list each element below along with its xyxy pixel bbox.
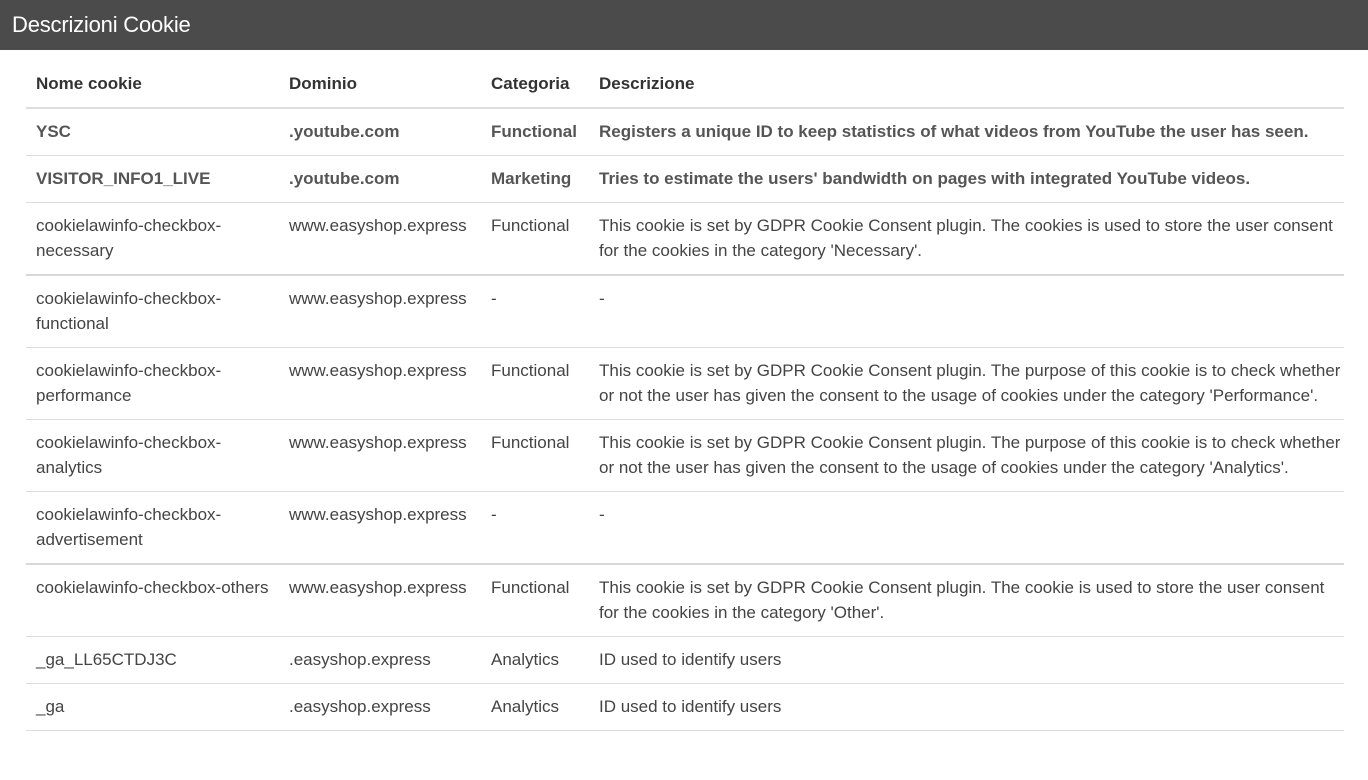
cookie-category-cell: -	[482, 492, 590, 565]
cookie-name-cell: cookielawinfo-checkbox-others	[26, 564, 279, 637]
table-row	[26, 684, 1344, 731]
cookie-name-cell: YSC	[26, 108, 279, 156]
table-row	[26, 637, 1344, 684]
table-row	[26, 564, 1344, 637]
cookie-domain-cell: www.easyshop.express	[279, 275, 482, 348]
cookie-category-cell: Functional	[482, 108, 590, 156]
cookie-table-container	[26, 60, 1344, 731]
cookie-domain-cell: www.easyshop.express	[279, 420, 482, 492]
cookie-name-cell: VISITOR_INFO1_LIVE	[26, 156, 279, 203]
cookie-name-cell: _ga	[26, 684, 279, 731]
cookie-domain-cell: www.easyshop.express	[279, 203, 482, 276]
cookie-category-cell: Functional	[482, 203, 590, 276]
cookie-description-cell: This cookie is set by GDPR Cookie Consent plugin. The purpose of this cookie is to check whether or not the user has given the consent to the usage of cookies under the category 'Performance'.	[590, 348, 1344, 420]
column-header-name: Nome cookie	[26, 60, 279, 108]
cookie-domain-cell: www.easyshop.express	[279, 348, 482, 420]
cookie-description-cell: This cookie is set by GDPR Cookie Consent plugin. The cookies is used to store the user consent for the cookies in the category 'Necessary'.	[590, 203, 1344, 276]
table-row	[26, 275, 1344, 348]
table-row	[26, 156, 1344, 203]
cookie-description-cell: ID used to identify users	[590, 684, 1344, 731]
cookie-name-cell: cookielawinfo-checkbox-analytics	[26, 420, 279, 492]
cookie-name-cell: cookielawinfo-checkbox-functional	[26, 275, 279, 348]
cookie-domain-cell: .youtube.com	[279, 156, 482, 203]
cookie-category-cell: Functional	[482, 564, 590, 637]
cookie-name-cell: _ga_LL65CTDJ3C	[26, 637, 279, 684]
cookie-description-cell: -	[590, 275, 1344, 348]
cookie-category-cell: Analytics	[482, 637, 590, 684]
cookie-description-cell: This cookie is set by GDPR Cookie Consent plugin. The cookie is used to store the user consent for the cookies in the category 'Other'.	[590, 564, 1344, 637]
cookie-description-cell: Registers a unique ID to keep statistics of what videos from YouTube the user has seen.	[590, 108, 1344, 156]
cookie-category-cell: -	[482, 275, 590, 348]
modal-title: Descrizioni Cookie	[12, 12, 191, 37]
cookie-description-cell: ID used to identify users	[590, 637, 1344, 684]
table-row	[26, 348, 1344, 420]
cookie-domain-cell: .youtube.com	[279, 108, 482, 156]
cookie-domain-cell: .easyshop.express	[279, 637, 482, 684]
cookie-description-cell: -	[590, 492, 1344, 565]
cookie-table	[26, 60, 1344, 731]
cookie-domain-cell: www.easyshop.express	[279, 492, 482, 565]
table-header-row	[26, 60, 1344, 108]
cookie-domain-cell: www.easyshop.express	[279, 564, 482, 637]
cookie-description-cell: Tries to estimate the users' bandwidth on pages with integrated YouTube videos.	[590, 156, 1344, 203]
column-header-domain: Dominio	[279, 60, 482, 108]
cookie-name-cell: cookielawinfo-checkbox-advertisement	[26, 492, 279, 565]
column-header-description: Descrizione	[590, 60, 1344, 108]
cookie-name-cell: cookielawinfo-checkbox-necessary	[26, 203, 279, 276]
cookie-category-cell: Analytics	[482, 684, 590, 731]
table-row	[26, 492, 1344, 565]
table-row	[26, 203, 1344, 276]
table-row	[26, 108, 1344, 156]
modal-header	[0, 0, 1368, 50]
column-header-category: Categoria	[482, 60, 590, 108]
cookie-category-cell: Marketing	[482, 156, 590, 203]
cookie-description-cell: This cookie is set by GDPR Cookie Consent plugin. The purpose of this cookie is to check whether or not the user has given the consent to the usage of cookies under the category 'Analytics'.	[590, 420, 1344, 492]
table-row	[26, 420, 1344, 492]
cookie-category-cell: Functional	[482, 420, 590, 492]
cookie-name-cell: cookielawinfo-checkbox-performance	[26, 348, 279, 420]
cookie-domain-cell: .easyshop.express	[279, 684, 482, 731]
cookie-category-cell: Functional	[482, 348, 590, 420]
